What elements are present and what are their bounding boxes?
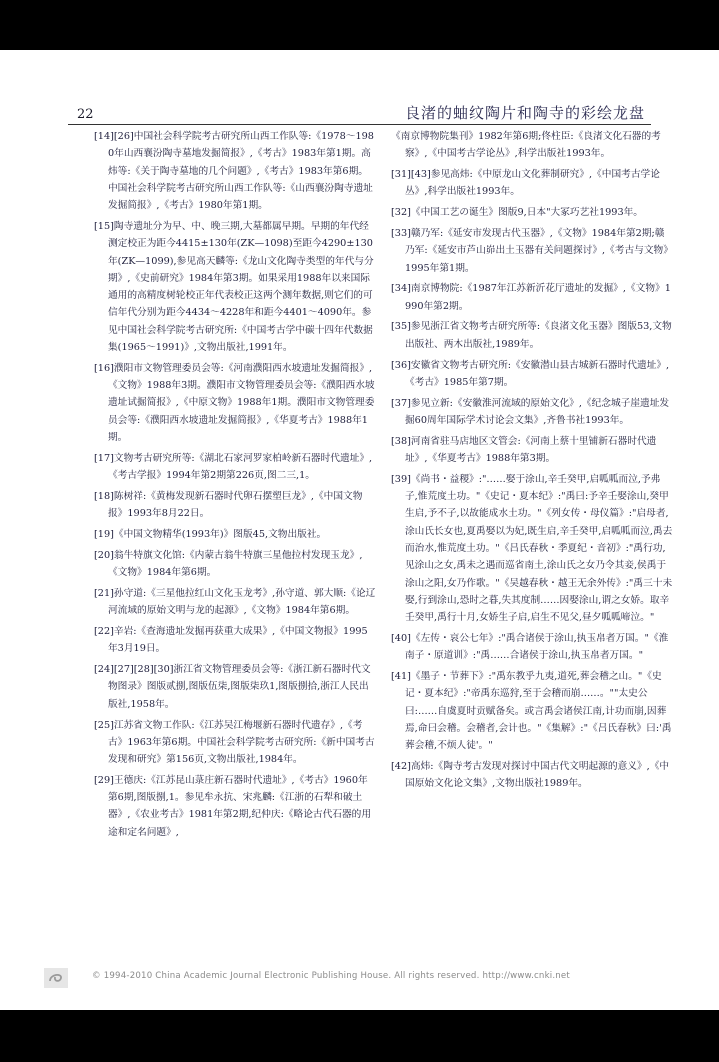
reference-entry: [35]参见浙江省文物考古研究所等:《良渚文化玉器》图版53,文物出版社、两木出版社,1989年。 [391, 321, 672, 350]
reference-entry: [24][27][28][30]浙江省文物管理委员会等:《浙江新石器时代文物图录》图版贰捌,图版伍柒,图版柒玖1,图版捌拾,浙江人民出版社,1958年。 [94, 664, 371, 710]
reference-entry: [40]《左传・哀公七年》:"禹合诸侯于涂山,执玉帛者万国。"《淮南子・原道训》:"禹……合诸侯于涂山,执玉帛者万国。" [391, 633, 669, 662]
header-rule [68, 124, 651, 125]
references-left-column [94, 128, 376, 845]
reference-entry: [32]《中国工艺の诞生》图版9,日本"大冢巧艺社1993年。 [391, 207, 643, 219]
page-footer [44, 968, 684, 988]
reference-entry: [41]《墨子・节葬下》:"禹东教乎九夷,道死,葬会稽之山。"《史记・夏本纪》:"帝禹东巡狩,至于会稽而崩……。""太史公曰:……自虞夏时贡赋备矣。或言禹会诸侯江南,计功而崩,因葬焉,命曰会稽。会稽者,会计也。"《集解》:"《吕氏春秋》曰:'禹葬会稽,不烦人徒'。" [391, 671, 672, 752]
reference-entry: [34]南京博物院:《1987年江苏新沂花厅遗址的发掘》,《文物》1990年第2期。 [391, 283, 671, 312]
reference-entry: [14][26]中国社会科学院考古研究所山西工作队等:《1978～1980年山西襄汾陶寺墓地发掘简报》,《考古》1983年第1期。高炜等:《关于陶寺墓地的几个问题》,《考古》1983年第6期。中国社会科学院考古研究所山西工作队等:《山西襄汾陶寺遗址发掘简报》,《考古》1980年第1期。 [94, 131, 374, 212]
reference-entry: [33]赣乃军:《延安市发现古代玉器》,《文物》1984年第2期;赣乃军:《延安市芦山峁出土玉器有关问题探讨》,《考古与文物》1995年第1期。 [391, 227, 673, 274]
running-head: 良渚的蚰纹陶片和陶寺的彩绘龙盘 [404, 104, 645, 122]
page-number: 22 [77, 107, 94, 122]
reference-entry: [25]江苏省文物工作队:《江苏吴江梅堰新石器时代遗存》,《考古》1963年第6期。中国社会科学院考古研究所:《新中国考古发现和研究》第156页,文物出版社,1984年。 [94, 719, 375, 766]
reference-entry: [15]陶寺遗址分为早、中、晚三期,大墓都属早期。早期的年代经测定校正为距今4415±130年(ZK—1098)至距今4290±130年(ZK—1099),参见高天麟等:《龙山文化陶寺类型的年代与分期》,《史前研究》1984年第3期。如果采用1988年以来国际通用的高精度树轮校正年代表校正这两个测年数据,则它们的可信年代分别为距今4434～4228年和距今4401～4090年。参见中国社会科学院考古研究所:《中国考古学中碳十四年代数据集(1965～1991)》,文物出版社,1991年。 [94, 220, 374, 354]
reference-entry: [21]孙守道:《三星他拉红山文化玉龙考》,孙守道、郭大顺:《论辽河流域的原始文明与龙的起源》,《文物》1984年第6期。 [94, 587, 376, 617]
reference-entry: [37]参见立新:《安徽淮河流域的原始文化》,《纪念城子崖遗址发掘60周年国际学术讨论会文集》,齐鲁书社1993年。 [391, 397, 670, 426]
cnki-journal-logo-icon [44, 968, 68, 988]
reference-entry: [18]陈树祥:《黄梅发现新石器时代卵石摆塑巨龙》,《中国文物报》1993年8月22日。 [94, 490, 363, 520]
reference-entry: [19]《中国文物精华(1993年)》图版45,文物出版社。 [94, 529, 327, 541]
reference-entry: [39]《尚书・益稷》:"……娶于涂山,辛壬癸甲,启呱呱而泣,予弗子,惟荒度土功。"《史记・夏本纪》:"禹曰:予辛壬娶涂山,癸甲生启,予不子,以故能成水土功。"《列女传・母仪篇》:"启母者,涂山氏长女也,夏禹娶以为妃,既生启,辛壬癸甲,启呱呱而泣,禹去而治水,惟荒度土功。"《吕氏春秋・季夏纪・音初》:"禹行功,见涂山之女,禹未之遇而巡省南土,涂山氏之女乃令其妾,侯禹于涂山之阳,女乃作歌。"《吴越春秋・越王无余外传》:"禹三十未娶,行到涂山,恐时之暮,失其度制……因娶涂山,谓之女娇。取辛壬癸甲,禹行十月,女娇生子启,启生不见父,昼夕呱呱啼泣。" [391, 473, 673, 624]
references-right-column [391, 128, 673, 796]
reference-entry: [22]辛岩:《查海遗址发掘再获重大成果》,《中国文物报》1995年3月19日。 [94, 626, 368, 655]
reference-entry: [42]高炜:《陶寺考古发现对探讨中国古代文明起源的意义》,《中国原始文化论文集》,文物出版社1989年。 [391, 761, 670, 790]
reference-entry: [31][43]参见高炜:《中原龙山文化葬制研究》,《中国考古学论丛》,科学出版社1993年。 [391, 169, 660, 198]
reference-entry: [16]濮阳市文物管理委员会等:《河南濮阳西水坡遗址发掘简报》,《文物》1988年3期。濮阳市文物管理委员会等:《濮阳西水坡遗址试掘简报》,《中原文物》1988年1期。濮阳市文物管理委员会等:《濮阳西水坡遗址发掘简报》,《华夏考古》1988年1期。 [94, 362, 375, 444]
journal-page [0, 50, 719, 1010]
reference-entry: [29]王德庆:《江苏昆山菉庄新石器时代遗址》,《考古》1960年第6期,图版捌,1。参见牟永抗、宋兆麟:《江浙的石犁和破土器》,《农业考古》1981年第2期,纪仲庆:《略论古代石器的用途和定名问题》, [94, 774, 372, 838]
reference-entry: 《南京博物院集刊》1982年第6期;佟柱臣:《良渚文化石器的考察》,《中国考古学论丛》,科学出版社1993年。 [391, 131, 661, 160]
reference-entry: [36]安徽省文物考古研究所:《安徽潜山县古城新石器时代遗址》,《考古》1985年第7期。 [391, 359, 670, 388]
reference-entry: [38]河南省驻马店地区文管会:《河南上蔡十里铺新石器时代遗址》,《华夏考古》1988年第3期。 [391, 435, 657, 465]
copyright-notice: © 1994-2010 China Academic Journal Electronic Publishing House. All rights reserved. http://www.cnki.net [92, 971, 570, 981]
reference-entry: [17]文物考古研究所等:《湖北石家河罗家柏岭新石器时代遗址》,《考古学报》1994年第2期第226页,图二三,1。 [94, 452, 373, 482]
reference-entry: [20]翁牛特旗文化馆:《内蒙古翁牛特旗三星他拉村发现玉龙》,《文物》1984年第6期。 [94, 549, 363, 579]
